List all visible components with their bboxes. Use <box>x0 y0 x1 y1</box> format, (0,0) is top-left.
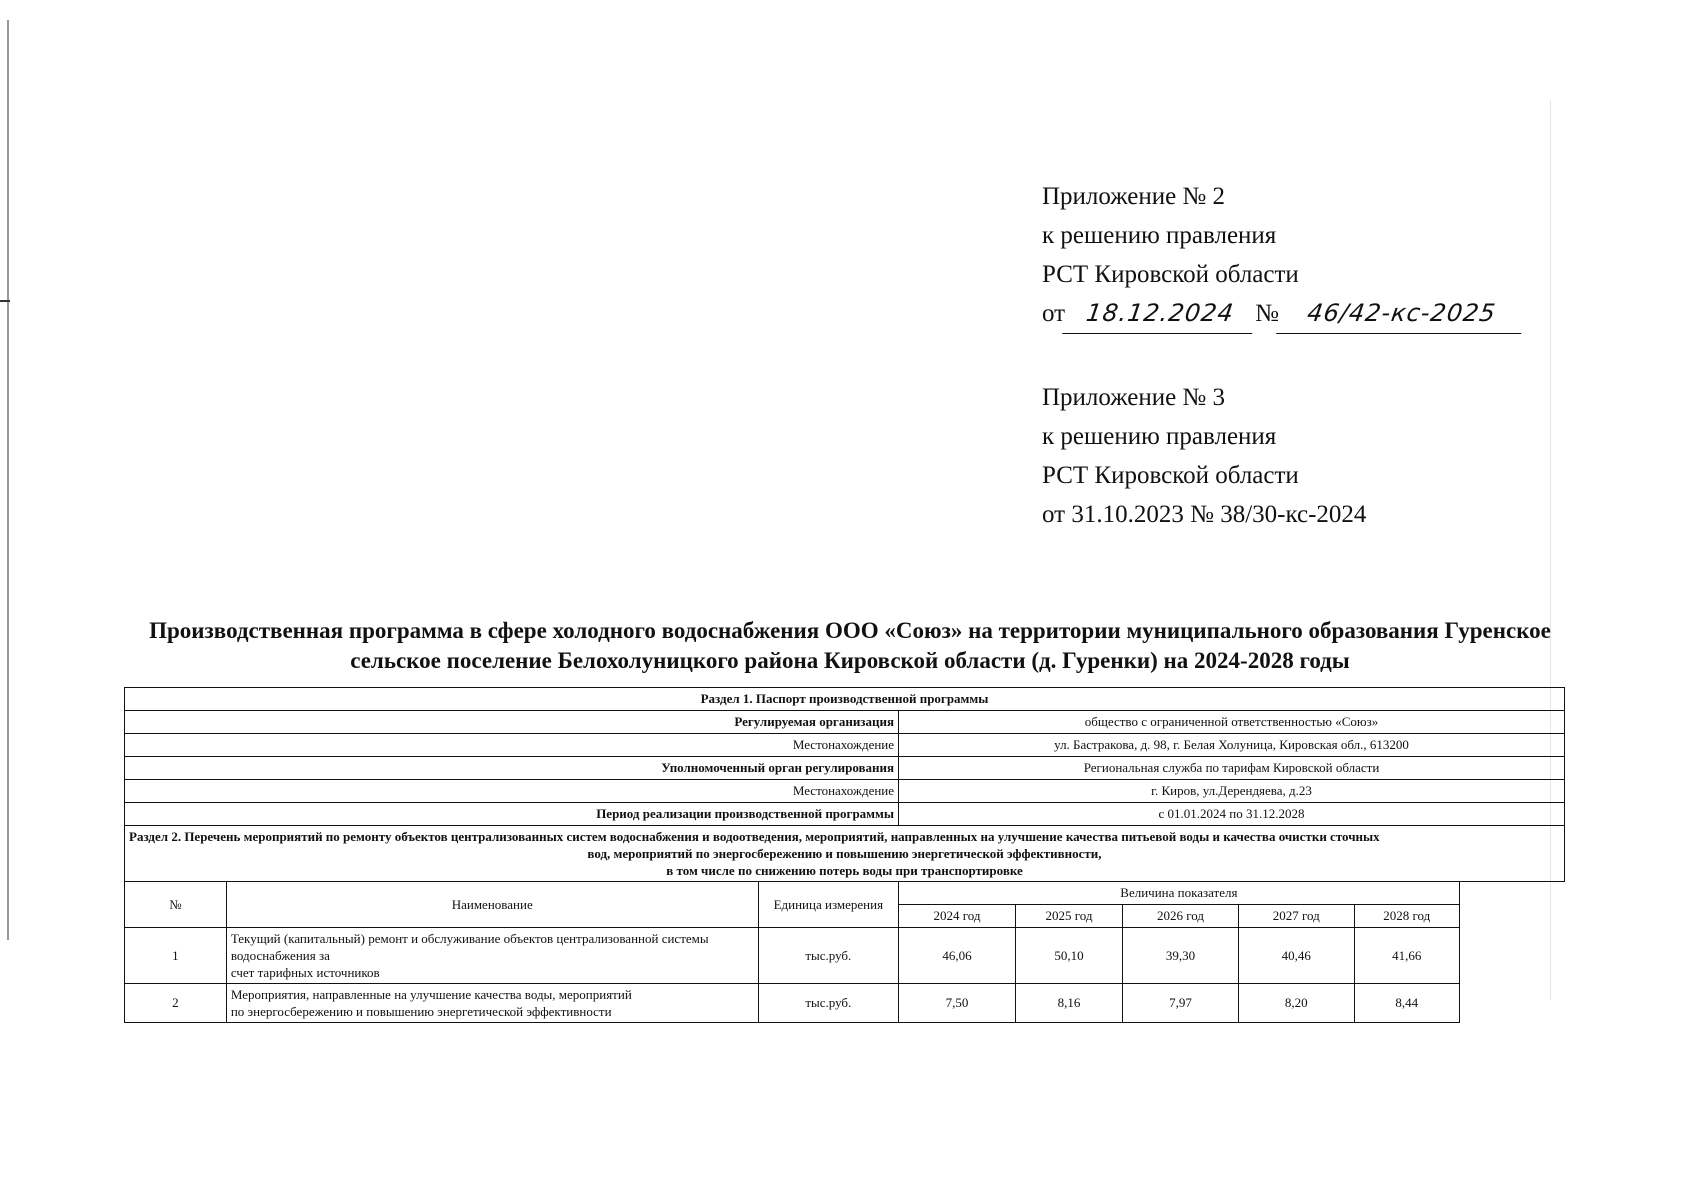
row-value: 50,10 <box>1015 928 1122 984</box>
handwritten-number: 46/42-кс-2025 <box>1276 294 1527 334</box>
annex-2-reference <box>1042 294 1524 334</box>
col-header-value: Величина показателя <box>899 882 1460 905</box>
section2-header <box>125 826 1565 882</box>
row-name <box>226 928 758 984</box>
row-value: 40,46 <box>1238 928 1354 984</box>
section1-header: Раздел 1. Паспорт производственной программы <box>125 688 1565 711</box>
passport-row <box>125 780 1565 803</box>
passport-value: с 01.01.2024 по 31.12.2028 <box>899 803 1565 826</box>
row-name-line1: Мероприятия, направленные на улучшение качества воды, мероприятий <box>230 987 632 1002</box>
year-header: 2028 год <box>1354 905 1459 928</box>
table-row <box>125 928 1565 984</box>
document-title <box>120 616 1580 676</box>
row-no: 2 <box>125 984 227 1023</box>
section1-header-row <box>125 688 1565 711</box>
row-value: 39,30 <box>1123 928 1239 984</box>
row-unit: тыс.руб. <box>758 928 898 984</box>
row-value: 7,50 <box>899 984 1016 1023</box>
year-header: 2027 год <box>1238 905 1354 928</box>
row-spacer <box>1459 928 1564 984</box>
year-header: 2025 год <box>1015 905 1122 928</box>
passport-row <box>125 803 1565 826</box>
annex-3-line4: от 31.10.2023 № 38/30-кс-2024 <box>1042 501 1367 528</box>
column-header-row <box>125 882 1565 905</box>
row-unit: тыс.руб. <box>758 984 898 1023</box>
row-spacer <box>1459 984 1564 1023</box>
col-header-unit: Единица измерения <box>758 882 898 928</box>
row-name-line2: по энергосбережению и повышению энергетической эффективности <box>230 1004 612 1019</box>
document-title-line1: Производственная программа в сфере холодного водоснабжения ООО «Союз» на территории муниципального образования Гуренское <box>149 618 1551 643</box>
annex-3-title: Приложение № 3 <box>1042 384 1226 411</box>
passport-value: Региональная служба по тарифам Кировской области <box>899 757 1565 780</box>
section2-header-line3: в том числе по снижению потерь воды при транспортировке <box>666 863 1023 878</box>
row-value: 7,97 <box>1123 984 1239 1023</box>
col-header-name: Наименование <box>226 882 758 928</box>
annex-3-line3: РСТ Кировской области <box>1042 462 1299 489</box>
passport-label: Местонахождение <box>125 734 899 757</box>
year-header-spacer <box>1459 905 1564 928</box>
annex-3-line2: к решению правления <box>1042 423 1277 450</box>
table-row <box>125 984 1565 1023</box>
passport-row <box>125 711 1565 734</box>
program-table <box>124 687 1565 1023</box>
row-value: 46,06 <box>899 928 1016 984</box>
scan-tick <box>0 300 10 302</box>
annex-2-title: Приложение № 2 <box>1042 183 1226 210</box>
scan-edge-left <box>7 20 9 940</box>
row-name-line1: Текущий (капитальный) ремонт и обслуживание объектов централизованной системы водоснабжения за <box>230 931 709 963</box>
passport-row <box>125 757 1565 780</box>
year-header: 2024 год <box>899 905 1016 928</box>
passport-label: Регулируемая организация <box>125 711 899 734</box>
handwritten-date: 18.12.2024 <box>1062 294 1258 334</box>
row-value: 8,44 <box>1354 984 1459 1023</box>
row-value: 8,16 <box>1015 984 1122 1023</box>
passport-label: Уполномоченный орган регулирования <box>125 757 899 780</box>
row-no: 1 <box>125 928 227 984</box>
passport-label: Местонахождение <box>125 780 899 803</box>
passport-value: г. Киров, ул.Дерендяева, д.23 <box>899 780 1565 803</box>
year-header: 2026 год <box>1123 905 1239 928</box>
passport-value: ул. Бастракова, д. 98, г. Белая Холуница, Кировская обл., 613200 <box>899 734 1565 757</box>
annex-2-line3: РСТ Кировской области <box>1042 261 1299 288</box>
row-name-line2: счет тарифных источников <box>230 965 380 980</box>
section2-header-row <box>125 826 1565 882</box>
row-name <box>226 984 758 1023</box>
annex-3-block <box>1042 378 1366 534</box>
passport-row <box>125 734 1565 757</box>
col-header-no: № <box>125 882 227 928</box>
col-header-spacer <box>1459 882 1564 905</box>
annex-2-line2: к решению правления <box>1042 222 1277 249</box>
row-value: 8,20 <box>1238 984 1354 1023</box>
passport-label: Период реализации производственной программы <box>125 803 899 826</box>
annex-2-block <box>1042 177 1524 334</box>
annex-2-no-sign: № <box>1255 300 1279 327</box>
annex-2-prefix: от <box>1042 300 1066 327</box>
passport-value: общество с ограниченной ответственностью «Союз» <box>899 711 1565 734</box>
section2-header-line2: вод, мероприятий по энергосбережению и повышению энергетической эффективности, <box>587 846 1102 861</box>
row-value: 41,66 <box>1354 928 1459 984</box>
document-title-line2: сельское поселение Белохолуницкого района Кировской области (д. Гуренки) на 2024-2028 годы <box>350 648 1350 673</box>
section2-header-line1: Раздел 2. Перечень мероприятий по ремонту объектов централизованных систем водоснабжения и водоотведения, мероприятий, направленных на улучшение качества питьевой воды и качества очистки сточных <box>129 829 1380 844</box>
